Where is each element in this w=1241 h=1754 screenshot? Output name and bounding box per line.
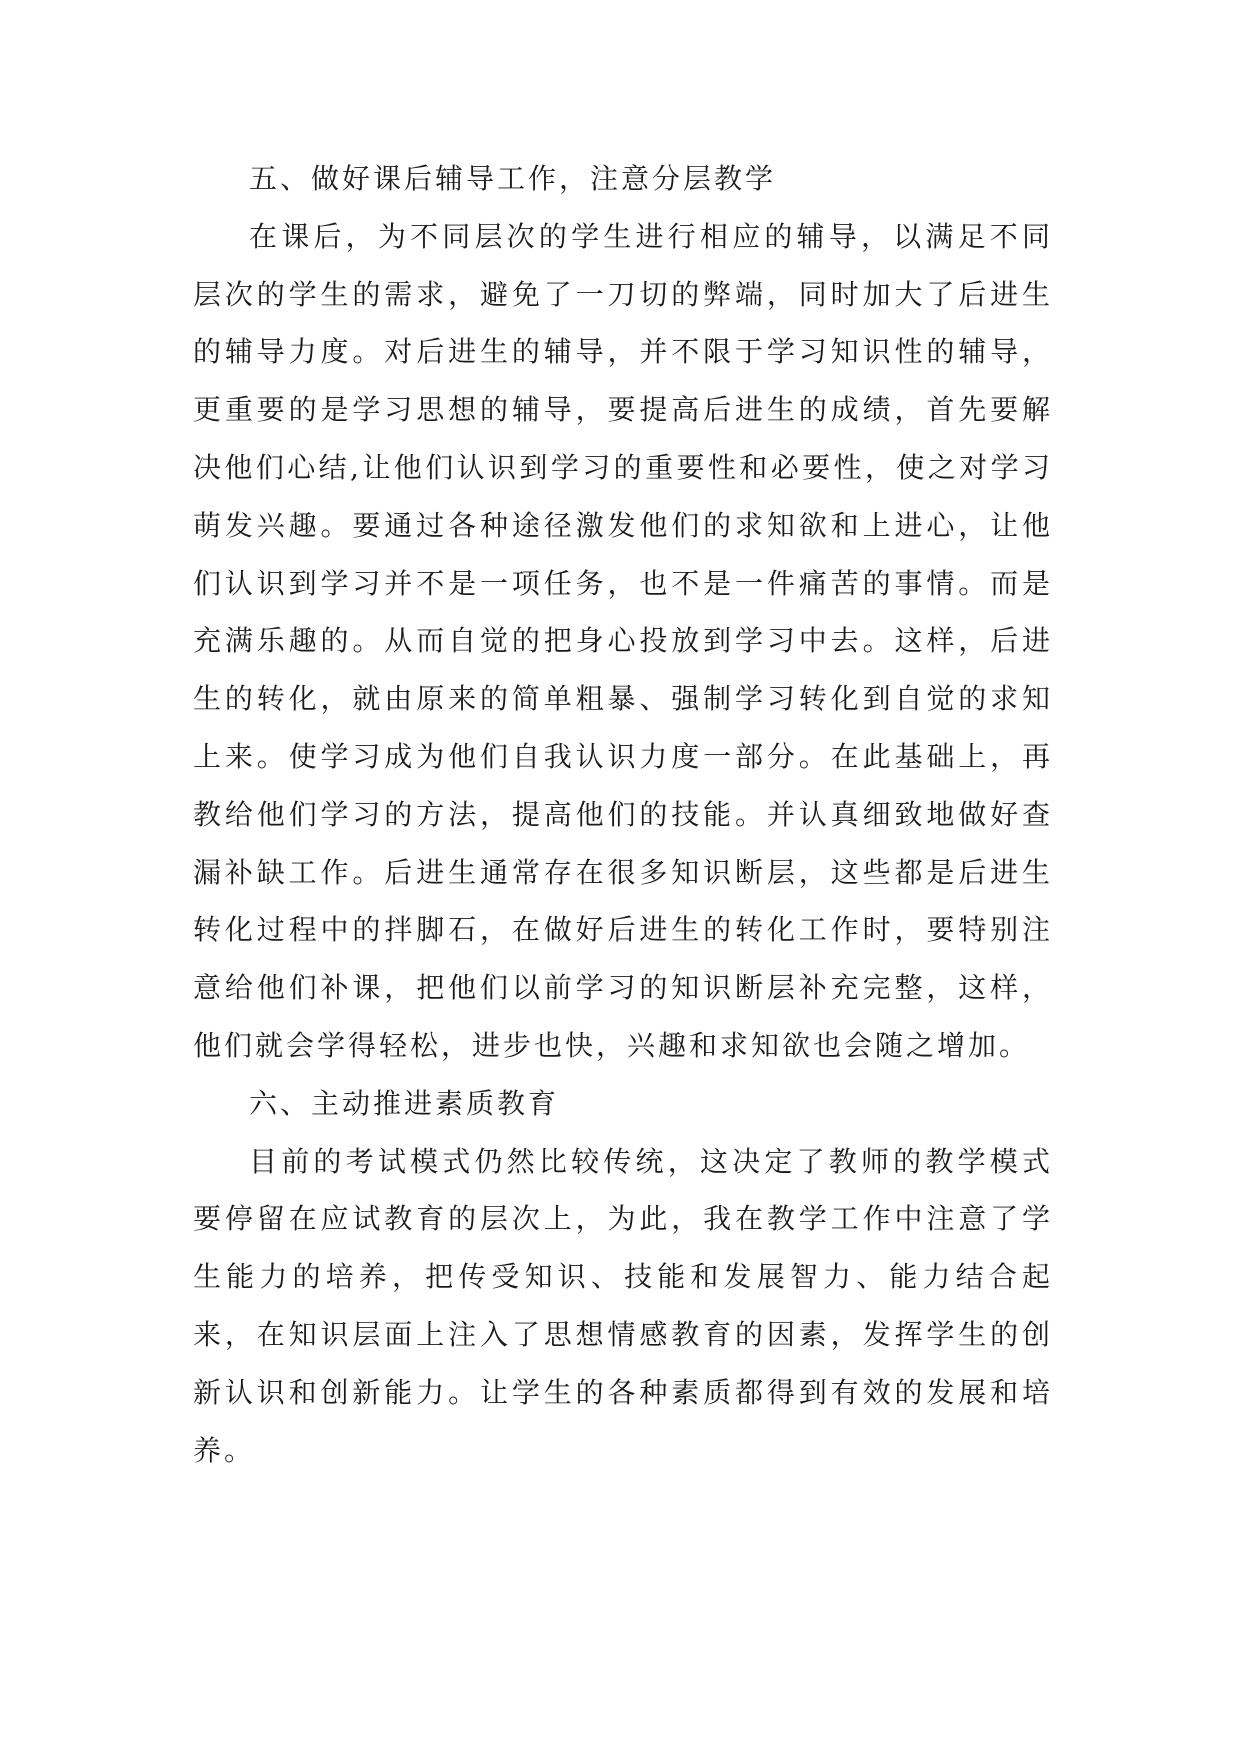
section-heading-5: 五、做好课后辅导工作，注意分层教学 — [249, 162, 777, 195]
section-paragraph-5: 在课后，为不同层次的学生进行相应的辅导，以满足不同层次的学生的需求，避免了一刀切的弊端，同时加大了后进生的辅导力度。对后进生的辅导，并不限于学习知识性的辅导，更重要的是学习思想的辅导，要提高后进生的成绩，首先要解决他们心结,让他们认识到学习的重要性和必要性，使之对学习萌发兴趣。要通过各种途径激发他们的求知欲和上进心，让他们认识到学习并不是一项任务，也不是一件痛苦的事情。而是充满乐趣的。从而自觉的把身心投放到学习中去。这样，后进生的转化，就由原来的简单粗暴、强制学习转化到自觉的求知上来。使学习成为他们自我认识力度一部分。在此基础上，再教给他们学习的方法，提高他们的技能。并认真细致地做好查漏补缺工作。后进生通常存在很多知识断层，这些都是后进生转化过程中的拌脚石，在做好后进生的转化工作时，要特别注意给他们补课，把他们以前学习的知识断层补充完整，这样，他们就会学得轻松，进步也快，兴趣和求知欲也会随之增加。 — [193, 219, 1053, 1062]
section-paragraph-6: 目前的考试模式仍然比较传统，这决定了教师的教学模式要停留在应试教育的层次上，为此，我在教学工作中注意了学生能力的培养，把传受知识、技能和发展智力、能力结合起来，在知识层面上注入了思想情感教育的因素，发挥学生的创新认识和创新能力。让学生的各种素质都得到有效的发展和培养。 — [193, 1144, 1053, 1467]
section-heading-6: 六、主动推进素质教育 — [249, 1086, 560, 1120]
document-body — [193, 150, 1053, 1479]
